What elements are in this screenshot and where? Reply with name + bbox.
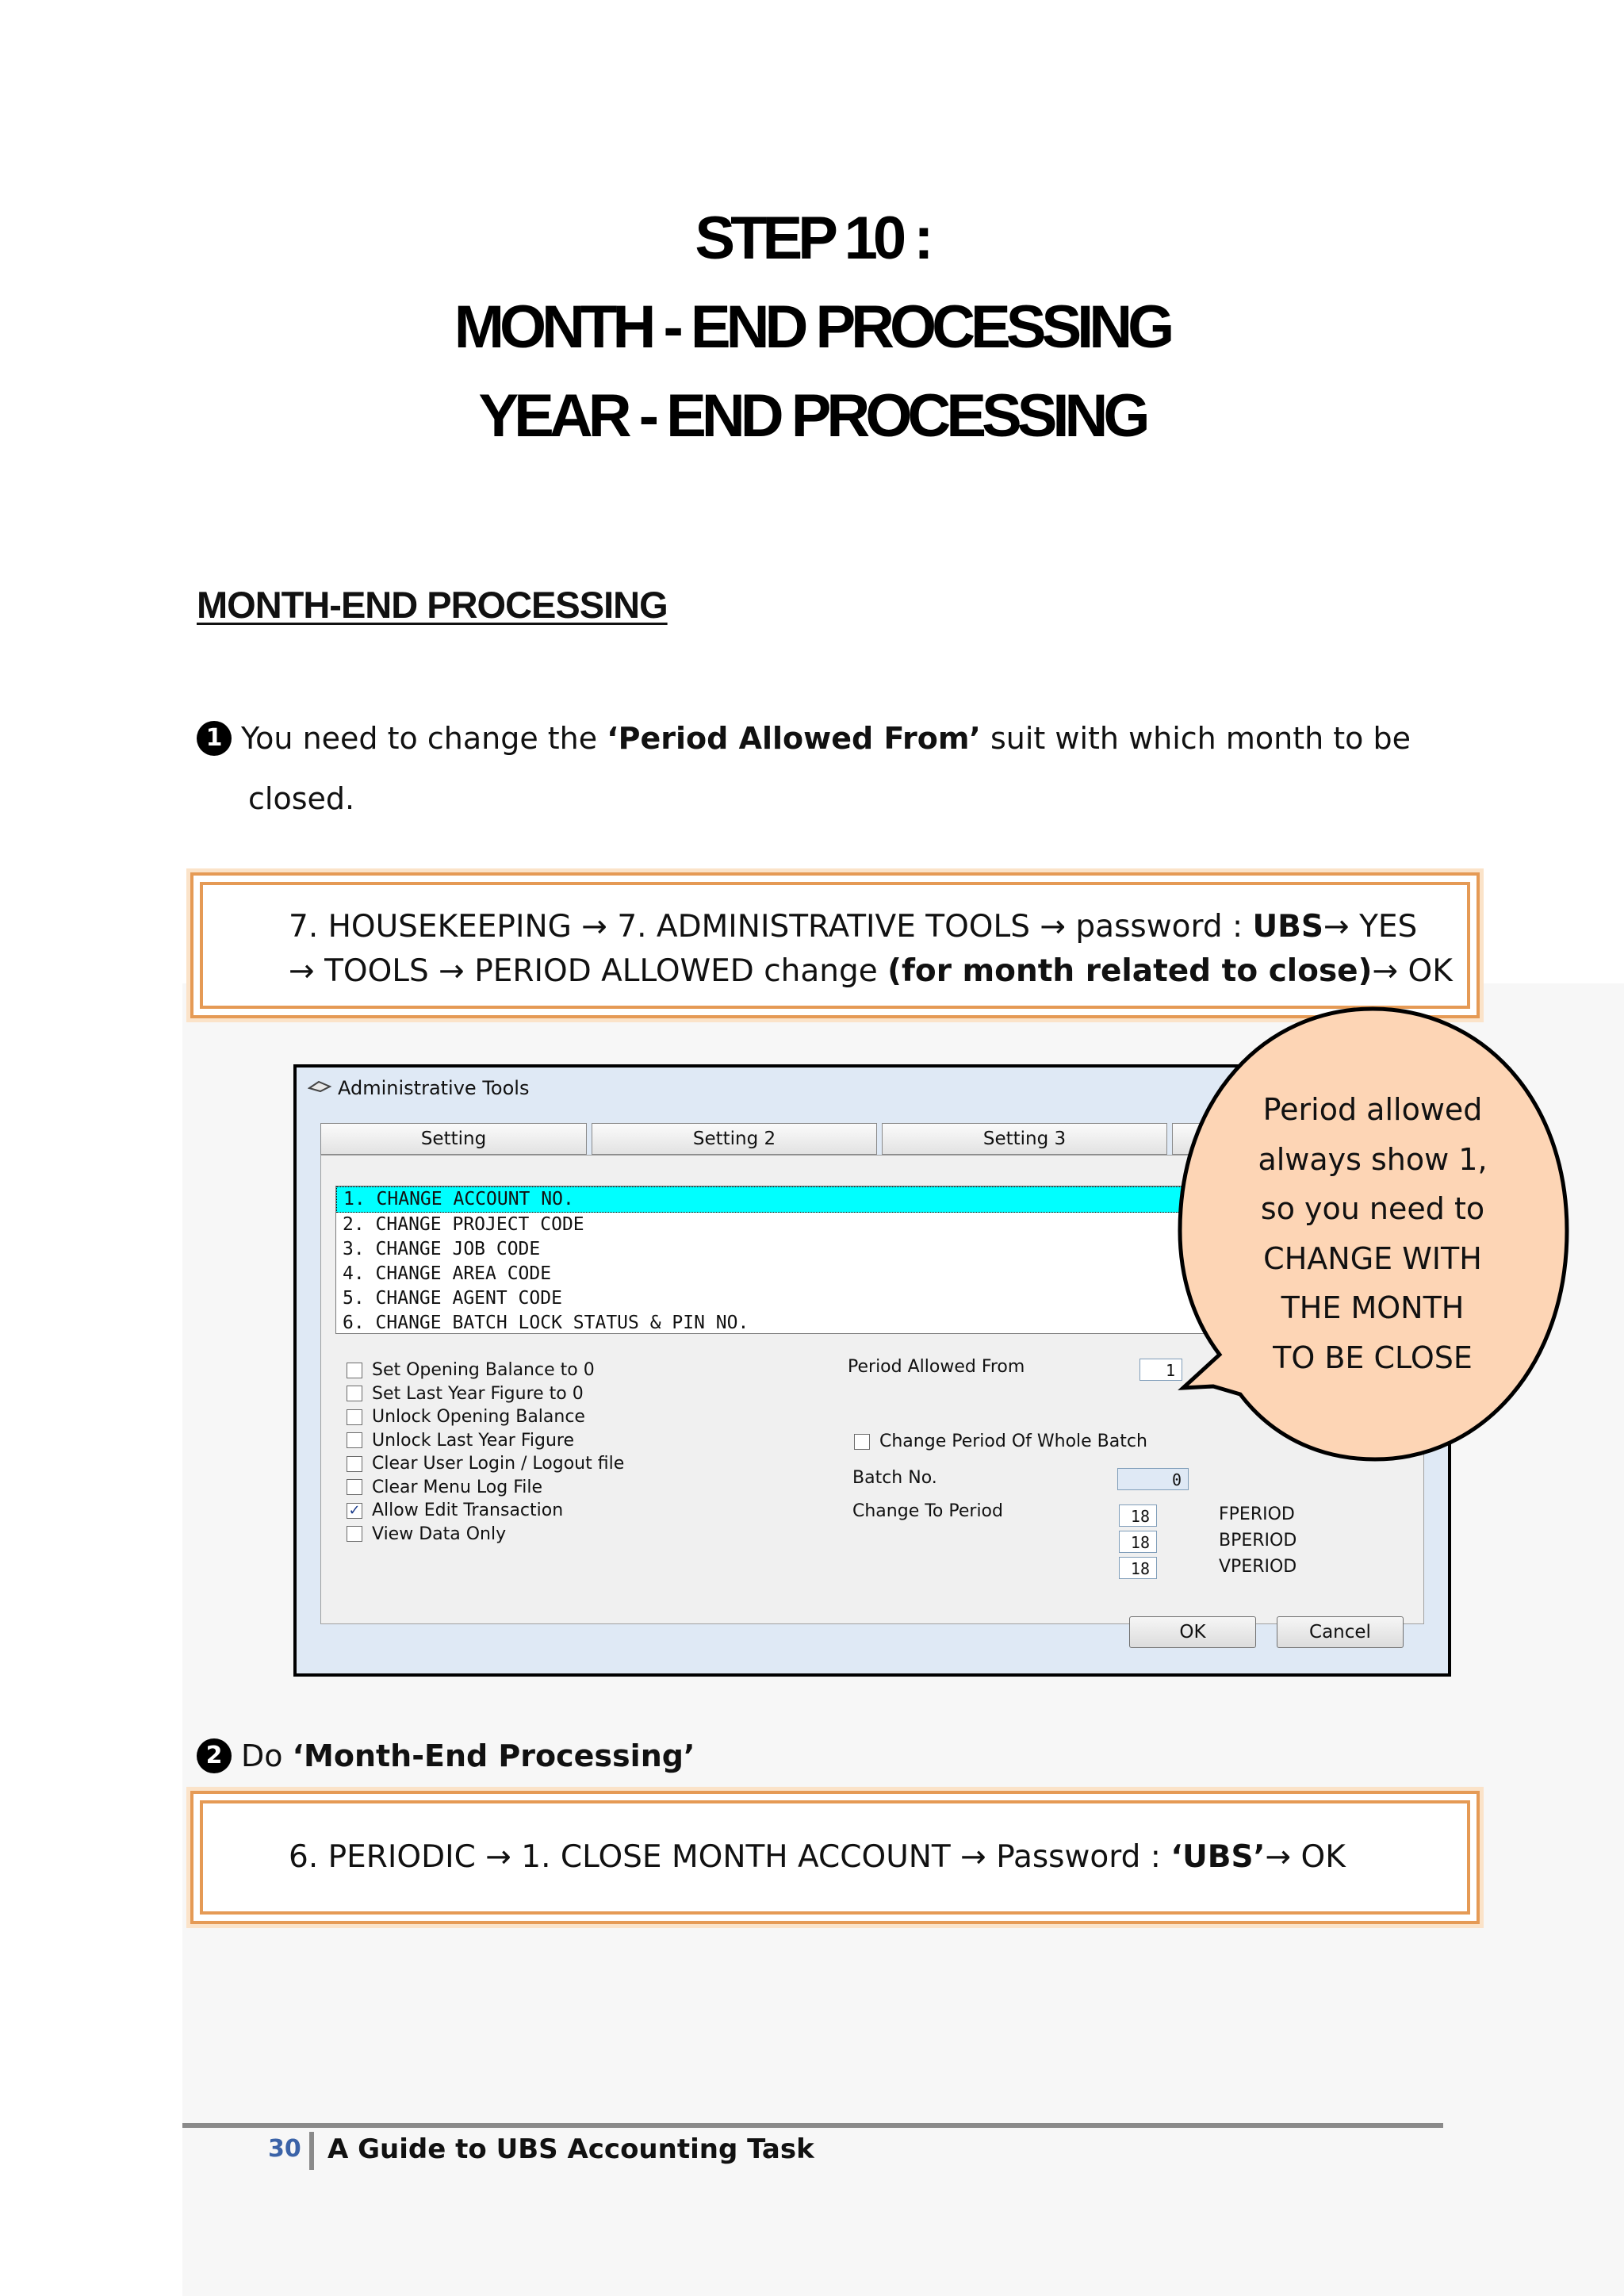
box-2-text [289, 1835, 1346, 1880]
checkbox-label: Clear Menu Log File [372, 1477, 543, 1497]
step-2-text-before: Do [241, 1738, 293, 1773]
checkbox-row[interactable] [347, 1359, 624, 1382]
checkbox-row[interactable] [347, 1499, 624, 1523]
list-item[interactable]: 3. CHANGE JOB CODE [343, 1239, 541, 1259]
bperiod-label: BPERIOD [1219, 1531, 1297, 1550]
tools-icon [308, 1077, 333, 1099]
checkbox-row[interactable] [347, 1429, 624, 1453]
list-item[interactable]: 6. CHANGE BATCH LOCK STATUS & PIN NO. [343, 1313, 749, 1333]
checkbox-row[interactable] [347, 1476, 624, 1500]
checkbox[interactable] [347, 1526, 362, 1542]
instruction-box-1 [190, 872, 1480, 1018]
checkbox[interactable] [347, 1456, 362, 1472]
checkbox-label: Set Opening Balance to 0 [372, 1360, 595, 1380]
vperiod-label: VPERIOD [1219, 1557, 1297, 1577]
callout-line: THE MONTH [1281, 1290, 1465, 1325]
checkbox-label: Unlock Last Year Figure [372, 1430, 575, 1451]
change-period-label: Change Period Of Whole Batch [879, 1432, 1147, 1451]
step-2-bold: ‘Month-End Processing’ [292, 1738, 695, 1773]
list-item[interactable]: 1. CHANGE ACCOUNT NO. [336, 1186, 1208, 1213]
box-2-text-a: 6. PERIODIC → 1. CLOSE MONTH ACCOUNT → Password : [289, 1839, 1171, 1875]
bperiod-field[interactable]: 18 [1119, 1531, 1157, 1553]
page-number: 30 [268, 2135, 301, 2163]
checkbox-row[interactable] [347, 1452, 624, 1476]
checkbox[interactable] [347, 1363, 362, 1378]
step-1 [197, 708, 1411, 829]
box-1-line1-bold: UBS [1252, 909, 1323, 945]
checkbox-row[interactable] [347, 1382, 624, 1406]
step-2-number: 2 [197, 1738, 232, 1773]
footer-separator [309, 2132, 314, 2170]
period-allowed-field[interactable]: 1 [1139, 1359, 1182, 1381]
title-line-2: MONTH - END PROCESSING [454, 293, 1170, 361]
callout-line: TO BE CLOSE [1273, 1340, 1473, 1375]
checkbox-row[interactable] [347, 1405, 624, 1429]
tab-setting[interactable]: Setting [320, 1123, 587, 1155]
checkbox[interactable] [347, 1479, 362, 1495]
checkbox[interactable] [347, 1386, 362, 1401]
fperiod-label: FPERIOD [1219, 1504, 1295, 1524]
footer-rule [182, 2123, 1443, 2128]
change-period-option[interactable] [854, 1432, 1147, 1451]
tab-setting-2[interactable]: Setting 2 [592, 1123, 877, 1155]
step-1-line-2: closed. [248, 781, 355, 816]
page-title [0, 194, 1624, 461]
dialog-title: Administrative Tools [338, 1077, 530, 1099]
instruction-box-2 [190, 1791, 1480, 1924]
callout-line: always show 1, [1258, 1141, 1488, 1177]
checkbox-label: Clear User Login / Logout file [372, 1454, 625, 1474]
step-1-number: 1 [197, 721, 232, 756]
box-1-line1-a: 7. HOUSEKEEPING → 7. ADMINISTRATIVE TOOLS → password : [289, 909, 1253, 945]
fperiod-field[interactable]: 18 [1119, 1504, 1157, 1527]
tab-setting-3[interactable]: Setting 3 [882, 1123, 1167, 1155]
dialog-titlebar [308, 1077, 529, 1099]
callout-text [1182, 1085, 1564, 1382]
box-1-line2-a: → TOOLS → PERIOD ALLOWED change [289, 953, 888, 989]
tools-list[interactable] [335, 1186, 1209, 1334]
callout-line: so you need to [1260, 1191, 1485, 1226]
batch-no-label: Batch No. [852, 1468, 937, 1488]
list-item[interactable]: 2. CHANGE PROJECT CODE [343, 1214, 584, 1235]
title-line-1: STEP 10 : [695, 205, 929, 272]
box-2-text-bold: ‘UBS’ [1170, 1839, 1266, 1875]
cancel-button[interactable]: Cancel [1277, 1616, 1404, 1648]
step-1-bold: ‘Period Allowed From’ [607, 721, 981, 756]
checkbox-label: Unlock Opening Balance [372, 1407, 585, 1427]
checkbox-label: Set Last Year Figure to 0 [372, 1383, 584, 1404]
list-item[interactable]: 4. CHANGE AREA CODE [343, 1263, 552, 1284]
checkbox[interactable] [854, 1434, 870, 1450]
box-2-text-b: → OK [1265, 1839, 1346, 1875]
step-2 [197, 1726, 695, 1786]
checkbox[interactable] [347, 1409, 362, 1425]
checkbox-checked[interactable]: ✓ [347, 1503, 362, 1519]
box-1-line1-b: → YES [1323, 909, 1418, 945]
title-line-3: YEAR - END PROCESSING [478, 382, 1146, 450]
checkbox-row[interactable] [347, 1523, 624, 1547]
vperiod-field[interactable]: 18 [1119, 1557, 1157, 1579]
change-to-period-label: Change To Period [852, 1501, 1003, 1521]
list-item[interactable]: 5. CHANGE AGENT CODE [343, 1288, 562, 1309]
checkbox-label: Allow Edit Transaction [372, 1501, 564, 1520]
box-1-text [289, 905, 1453, 994]
options-checkboxes [347, 1359, 624, 1546]
box-1-line2-bold: (for month related to close) [887, 953, 1373, 989]
ok-button[interactable]: OK [1129, 1616, 1256, 1648]
callout-line: Period allowed [1262, 1092, 1483, 1127]
box-1-line2-b: → OK [1372, 953, 1453, 989]
callout-line: CHANGE WITH [1263, 1240, 1482, 1276]
batch-no-field[interactable]: 0 [1117, 1468, 1189, 1490]
step-1-text-after: suit with which month to be [980, 721, 1411, 756]
period-allowed-label: Period Allowed From [848, 1357, 1025, 1377]
checkbox[interactable] [347, 1432, 362, 1448]
step-1-text-before: You need to change the [241, 721, 607, 756]
checkbox-label: View Data Only [372, 1524, 507, 1544]
footer-title: A Guide to UBS Accounting Task [327, 2133, 814, 2165]
section-heading: MONTH-END PROCESSING [197, 584, 668, 626]
